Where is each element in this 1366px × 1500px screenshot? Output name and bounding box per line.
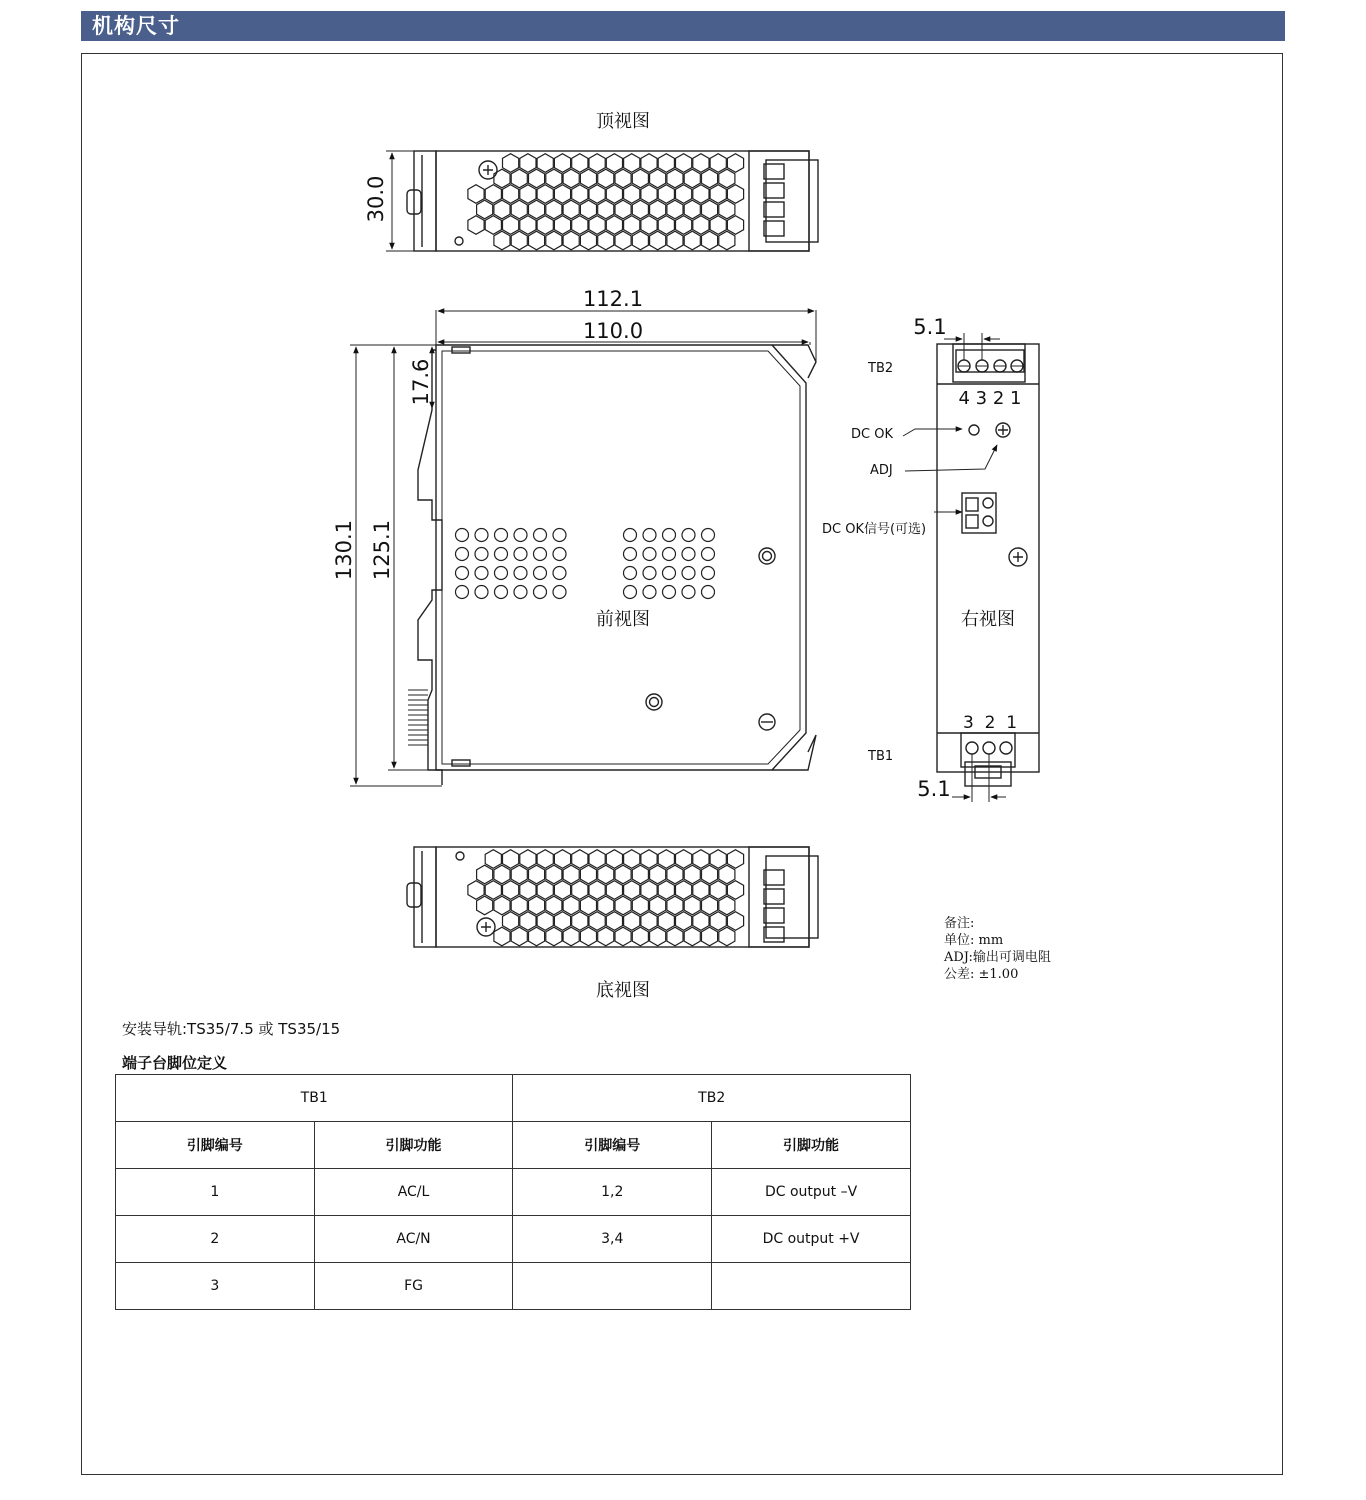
vent-hex (615, 927, 631, 946)
vent-hex (511, 200, 527, 219)
vent-hex (589, 185, 605, 204)
vent-hex (503, 881, 519, 900)
vent-hole (682, 529, 695, 542)
vent-hex (503, 185, 519, 204)
section-title: 机构尺寸 (92, 14, 180, 38)
terminal-slot (764, 183, 784, 198)
vent-hole (702, 529, 715, 542)
front-view (332, 287, 816, 786)
vent-hole (663, 529, 676, 542)
vent-hole (663, 548, 676, 561)
vent-hex (632, 169, 648, 188)
vent-hex (572, 154, 588, 173)
vent-hex (702, 169, 718, 188)
vent-hex (676, 850, 692, 869)
vent-hex (589, 912, 605, 931)
table-cell: 2 (116, 1216, 315, 1263)
vent-hex (727, 881, 743, 900)
vent-hex (580, 865, 596, 884)
vent-hex (529, 896, 545, 915)
vent-hex (598, 231, 614, 250)
vent-hex (511, 169, 527, 188)
vent-hex (589, 850, 605, 869)
header-cell: 引脚功能 (314, 1122, 513, 1169)
vent-hex (719, 200, 735, 219)
vent-hex (632, 231, 648, 250)
vent-hex (468, 881, 484, 900)
vent-hex (503, 850, 519, 869)
vent-hole (643, 586, 656, 599)
vent-hex (615, 169, 631, 188)
vent-hole (534, 548, 547, 561)
top-hole (455, 237, 463, 245)
top-terminals (764, 164, 784, 236)
right-view (822, 315, 1039, 802)
vent-hex (598, 896, 614, 915)
mount-rail-text: 安装导轨:TS35/7.5 或 TS35/15 (122, 1020, 341, 1038)
table-cell: 3 (116, 1263, 315, 1310)
vent-hole (702, 586, 715, 599)
vent-hole (475, 567, 488, 580)
vent-hole (534, 529, 547, 542)
vent-hex (537, 850, 553, 869)
vent-hex (572, 912, 588, 931)
header-cell: 引脚编号 (513, 1122, 712, 1169)
vent-hex (477, 896, 493, 915)
vent-hex (589, 216, 605, 235)
vent-hex (554, 850, 570, 869)
vent-hex (650, 896, 666, 915)
vent-hex (554, 881, 570, 900)
vent-hex (546, 896, 562, 915)
notes-unit: 单位: mm (944, 933, 1004, 948)
vent-hole (702, 548, 715, 561)
top-view-label: 顶视图 (596, 111, 650, 132)
vent-hex (563, 865, 579, 884)
vent-hole (624, 586, 637, 599)
vent-hex (727, 850, 743, 869)
group-tb1: TB1 (116, 1075, 513, 1122)
vent-hex (650, 927, 666, 946)
tb1-pin-numbers: 3 2 1 (962, 713, 1018, 733)
table-cell: FG (314, 1263, 513, 1310)
vent-hole (514, 529, 527, 542)
header-cell: 引脚功能 (712, 1122, 911, 1169)
notes-adj: ADJ:输出可调电阻 (944, 950, 1051, 965)
vent-hex (676, 881, 692, 900)
vent-hole (475, 529, 488, 542)
vent-hex (727, 185, 743, 204)
table-header-row (116, 1122, 911, 1169)
vent-hex (494, 231, 510, 250)
vent-hex (702, 865, 718, 884)
vent-hole (495, 529, 508, 542)
dim-tb1-pitch: 5.1 (917, 777, 951, 801)
vent-hex (624, 881, 640, 900)
vent-hex (615, 200, 631, 219)
vent-hex (511, 927, 527, 946)
vent-hex (641, 850, 657, 869)
notes-title: 备注: (944, 916, 975, 931)
dc-ok-label: DC OK (851, 427, 893, 442)
table-cell (712, 1263, 911, 1310)
terminal-slot (764, 908, 784, 923)
vent-hex (580, 169, 596, 188)
table-row (116, 1216, 911, 1263)
vent-hole (663, 567, 676, 580)
vent-hex (546, 231, 562, 250)
vent-hex (477, 865, 493, 884)
vent-hex (572, 216, 588, 235)
vent-hex (702, 927, 718, 946)
bottom-view (407, 847, 818, 1001)
vent-hex (520, 881, 536, 900)
vent-hex (537, 912, 553, 931)
vent-hex (529, 927, 545, 946)
vent-hex (606, 216, 622, 235)
vent-hex (727, 154, 743, 173)
vent-hole (456, 529, 469, 542)
vent-hex (554, 216, 570, 235)
vent-hex (572, 881, 588, 900)
vent-hole (624, 548, 637, 561)
vent-hex (563, 896, 579, 915)
vent-hex (606, 850, 622, 869)
vent-hole (495, 548, 508, 561)
vent-hole (682, 548, 695, 561)
notes (944, 915, 1051, 983)
vent-hex (710, 154, 726, 173)
vent-hole (553, 548, 566, 561)
vent-hex (710, 881, 726, 900)
vent-hole (553, 529, 566, 542)
table-row (116, 1169, 911, 1216)
pin-table-title: 端子台脚位定义 (122, 1054, 228, 1072)
vent-hex (658, 154, 674, 173)
vent-hex (684, 927, 700, 946)
vent-hex (468, 185, 484, 204)
vent-hole (495, 586, 508, 599)
vent-hex (641, 185, 657, 204)
vent-hex (650, 865, 666, 884)
vent-hex (503, 154, 519, 173)
vent-hole (624, 529, 637, 542)
vent-hex (529, 865, 545, 884)
vent-hex (546, 200, 562, 219)
vent-hex (684, 200, 700, 219)
dim-height-inner: 125.1 (370, 519, 394, 581)
top-vent-holes (468, 154, 744, 250)
dim-width-inner: 110.0 (582, 319, 644, 343)
vent-hex (710, 185, 726, 204)
vent-hex (511, 865, 527, 884)
dim-width-outer: 112.1 (582, 287, 644, 311)
vent-hex (676, 185, 692, 204)
vent-hex (520, 850, 536, 869)
table-cell: 1,2 (513, 1169, 712, 1216)
vent-hex (667, 927, 683, 946)
vent-hex (719, 169, 735, 188)
vent-hex (658, 185, 674, 204)
vent-hex (684, 169, 700, 188)
vent-hole (495, 567, 508, 580)
vent-hex (641, 216, 657, 235)
vent-hex (529, 169, 545, 188)
vent-hole (514, 548, 527, 561)
vent-hex (598, 169, 614, 188)
vent-hex (719, 896, 735, 915)
vent-hex (650, 200, 666, 219)
vent-hex (546, 169, 562, 188)
vent-hex (676, 216, 692, 235)
vent-hex (554, 912, 570, 931)
group-tb2: TB2 (513, 1075, 911, 1122)
vent-hex (667, 200, 683, 219)
vent-hex (537, 185, 553, 204)
vent-hex (563, 927, 579, 946)
vent-hex (684, 865, 700, 884)
vent-hex (580, 231, 596, 250)
header-cell: 引脚编号 (116, 1122, 315, 1169)
vent-hole (514, 567, 527, 580)
vent-hex (511, 231, 527, 250)
bottom-view-label: 底视图 (596, 980, 650, 1001)
vent-hole (553, 567, 566, 580)
vent-hole (643, 567, 656, 580)
terminal-slot (764, 927, 784, 942)
vent-hex (494, 200, 510, 219)
vent-hex (693, 850, 709, 869)
table-cell: 3,4 (513, 1216, 712, 1263)
vent-hex (650, 231, 666, 250)
vent-hex (494, 896, 510, 915)
vent-hole (702, 567, 715, 580)
vent-hex (632, 896, 648, 915)
vent-hole (682, 567, 695, 580)
vent-hex (554, 185, 570, 204)
vent-hex (503, 216, 519, 235)
vent-hex (702, 896, 718, 915)
terminal-slot (764, 221, 784, 236)
vent-hex (676, 912, 692, 931)
vent-hex (511, 896, 527, 915)
vent-hex (485, 850, 501, 869)
terminal-slot (764, 164, 784, 179)
table-cell (513, 1263, 712, 1310)
notes-tolerance: 公差: ±1.00 (944, 967, 1019, 982)
vent-hex (667, 169, 683, 188)
vent-hex (624, 850, 640, 869)
vent-hex (667, 231, 683, 250)
vent-hex (719, 927, 735, 946)
vent-hole (534, 567, 547, 580)
vent-hex (598, 200, 614, 219)
table-cell: DC output –V (712, 1169, 911, 1216)
vent-hex (485, 216, 501, 235)
table-row (116, 1263, 911, 1310)
vent-hex (684, 231, 700, 250)
vent-hex (546, 927, 562, 946)
vent-hex (537, 216, 553, 235)
vent-hex (641, 881, 657, 900)
vent-hex (710, 850, 726, 869)
vent-hex (727, 216, 743, 235)
vent-hole (456, 586, 469, 599)
vent-hex (624, 154, 640, 173)
vent-hex (658, 850, 674, 869)
vent-hex (546, 865, 562, 884)
vent-hole (456, 567, 469, 580)
table-cell: AC/N (314, 1216, 513, 1263)
vent-hex (572, 185, 588, 204)
vent-hex (702, 200, 718, 219)
vent-hex (606, 912, 622, 931)
vent-hex (485, 185, 501, 204)
vent-hex (684, 896, 700, 915)
vent-hex (632, 865, 648, 884)
vent-hex (641, 154, 657, 173)
vent-hex (563, 231, 579, 250)
vent-hex (676, 154, 692, 173)
vent-hex (632, 200, 648, 219)
vent-hex (572, 850, 588, 869)
vent-hex (702, 231, 718, 250)
vent-hole (663, 586, 676, 599)
vent-hex (598, 927, 614, 946)
table-cell: 1 (116, 1169, 315, 1216)
vent-hex (693, 881, 709, 900)
vent-hex (624, 216, 640, 235)
vent-hex (485, 881, 501, 900)
vent-hex (624, 185, 640, 204)
vent-hex (719, 231, 735, 250)
vent-hex (503, 912, 519, 931)
vent-hex (537, 881, 553, 900)
tb2-label: TB2 (868, 361, 894, 376)
vent-hex (693, 154, 709, 173)
pin-definition-table (115, 1074, 911, 1310)
vent-hex (563, 200, 579, 219)
vent-hex (494, 927, 510, 946)
vent-hex (667, 896, 683, 915)
vent-hex (589, 154, 605, 173)
vent-hex (650, 169, 666, 188)
terminal-slot (764, 889, 784, 904)
vent-hex (529, 231, 545, 250)
vent-hex (520, 912, 536, 931)
vent-hex (658, 912, 674, 931)
vent-hex (710, 912, 726, 931)
table-cell: DC output +V (712, 1216, 911, 1263)
vent-hole (534, 586, 547, 599)
tb1-label: TB1 (868, 749, 894, 764)
vent-hex (606, 185, 622, 204)
front-vent-holes (456, 529, 715, 599)
vent-hex (641, 912, 657, 931)
tb2-pin-numbers: 4 3 2 1 (958, 388, 1022, 409)
vent-hex (693, 185, 709, 204)
bottom-terminals (764, 870, 784, 942)
vent-hex (710, 216, 726, 235)
vent-hex (615, 231, 631, 250)
bottom-vent-holes (468, 850, 744, 946)
vent-hex (632, 927, 648, 946)
vent-hole (475, 586, 488, 599)
vent-hex (606, 881, 622, 900)
vent-hex (494, 865, 510, 884)
vent-hex (624, 912, 640, 931)
vent-hex (598, 865, 614, 884)
dim-height-outer: 130.1 (332, 519, 356, 581)
vent-hex (615, 865, 631, 884)
terminal-slot (764, 870, 784, 885)
vent-hole (682, 586, 695, 599)
front-view-label: 前视图 (596, 609, 650, 630)
vent-hole (643, 529, 656, 542)
table-cell: AC/L (314, 1169, 513, 1216)
vent-hole (475, 548, 488, 561)
vent-hex (606, 154, 622, 173)
vent-hex (658, 216, 674, 235)
vent-hex (658, 881, 674, 900)
right-view-label: 右视图 (961, 609, 1015, 630)
vent-hole (624, 567, 637, 580)
vent-hex (468, 216, 484, 235)
vent-hex (727, 912, 743, 931)
vent-hex (615, 896, 631, 915)
terminal-slot (764, 202, 784, 217)
vent-hole (456, 548, 469, 561)
dc-ok-signal-label: DC OK信号(可选) (822, 522, 927, 537)
vent-hex (589, 881, 605, 900)
dim-top-height: 30.0 (364, 175, 388, 223)
vent-hex (520, 154, 536, 173)
vent-hex (693, 216, 709, 235)
adj-label: ADJ (870, 463, 893, 478)
dim-rail-offset: 17.6 (409, 358, 433, 406)
vent-hex (580, 896, 596, 915)
vent-hex (520, 216, 536, 235)
table-group-row (116, 1075, 911, 1122)
vent-hex (563, 169, 579, 188)
vent-hex (537, 154, 553, 173)
vent-hex (554, 154, 570, 173)
vent-hex (580, 927, 596, 946)
vent-hex (667, 865, 683, 884)
vent-hex (719, 865, 735, 884)
vent-hex (477, 200, 493, 219)
top-view (364, 111, 818, 251)
vent-hole (514, 586, 527, 599)
vent-hex (580, 200, 596, 219)
vent-hex (693, 912, 709, 931)
dim-tb2-pitch: 5.1 (913, 315, 947, 339)
vent-hex (520, 185, 536, 204)
vent-hole (643, 548, 656, 561)
vent-hole (553, 586, 566, 599)
vent-hex (529, 200, 545, 219)
